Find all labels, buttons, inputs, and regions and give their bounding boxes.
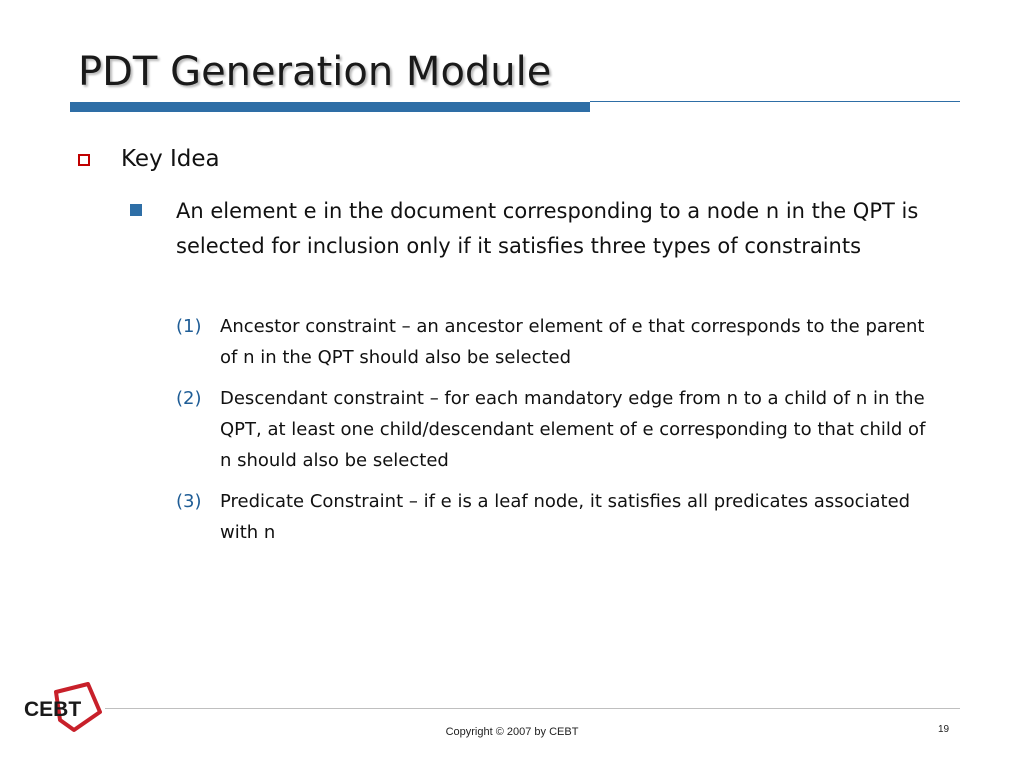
list-text: Descendant constraint – for each mandatory edge from n to a child of n in the QPT, at least one child/descendant element of e corresponding to that child of n should also be selected [220,388,926,471]
list-item [176,383,946,476]
bullet-key-idea [78,142,220,176]
list-number: (3) [176,491,202,512]
list-text: Ancestor constraint – an ancestor element of e that corresponds to the parent of n in the QPT should also be selected [220,316,925,368]
logo-text: CEBT [24,698,82,721]
sub-bullet [130,194,930,264]
copyright-text: Copyright © 2007 by CEBT [445,726,579,738]
title-underline-rule [590,101,960,102]
footer-rule [105,708,960,709]
list-number: (2) [176,388,202,409]
bullet-label: Key Idea [121,146,220,172]
list-item [176,486,946,548]
list-number: (1) [176,316,202,337]
constraint-list [176,311,946,558]
page-number: 19 [938,724,950,735]
filled-square-bullet-icon [130,204,142,216]
hollow-square-bullet-icon [78,154,90,166]
slide-title: PDT Generation Module [78,49,552,95]
list-item [176,311,946,373]
list-text: Predicate Constraint – if e is a leaf node, it satisfies all predicates associated with n [220,491,911,543]
title-underline-bar [70,102,590,112]
sub-bullet-text: An element e in the document corresponding to a node n in the QPT is selected for inclusion only if it satisfies three types of constraints [176,199,919,258]
